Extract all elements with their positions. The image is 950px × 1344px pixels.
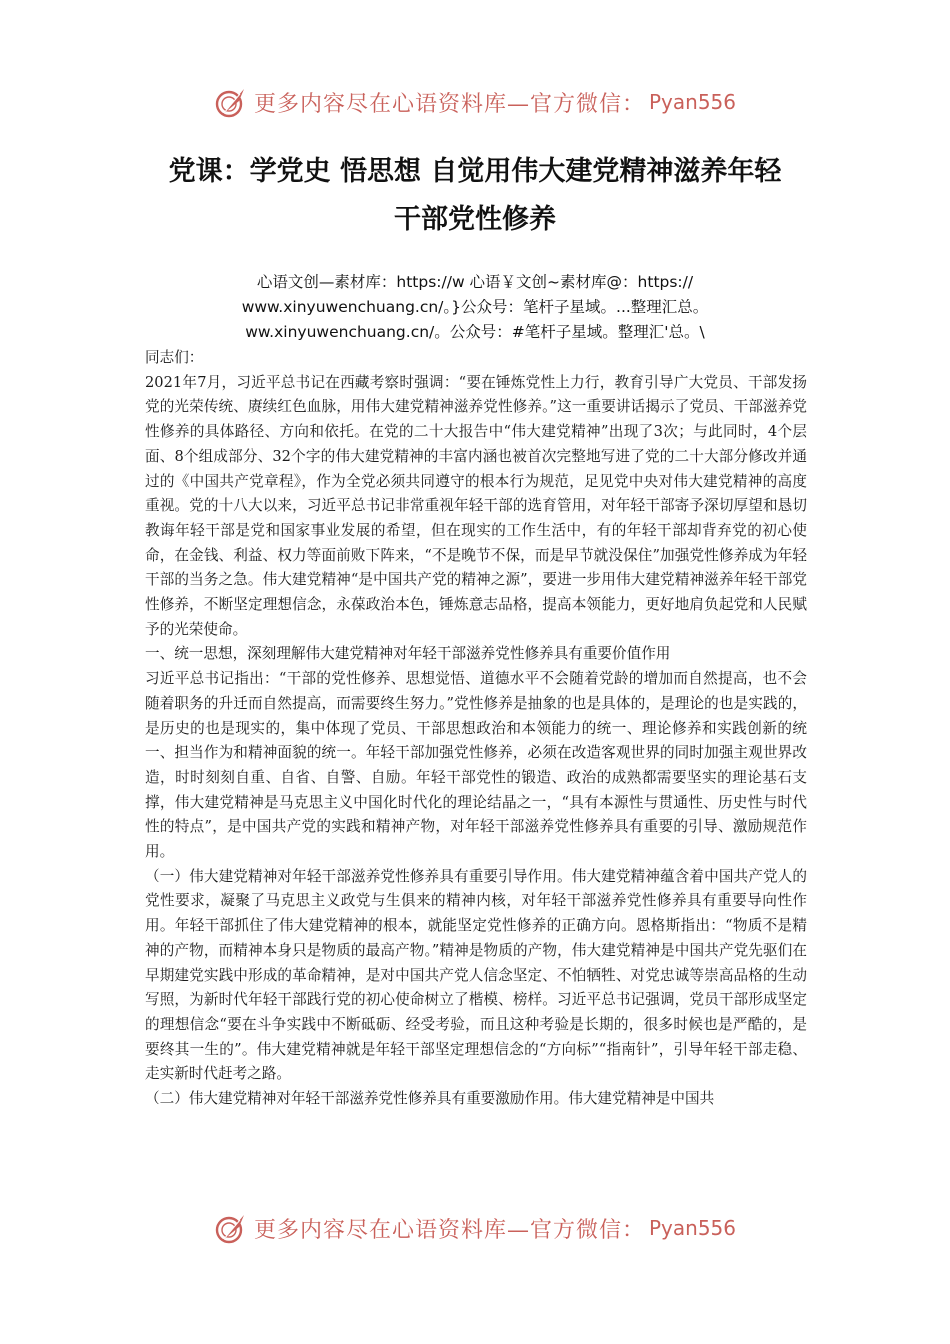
source-line-3: ww.xinyuwenchuang.cn/。公众号：#笔杆子星域。整理汇'总。\ — [245, 323, 705, 341]
salutation: 同志们： — [145, 349, 204, 366]
body-paragraph: 2021年7月，习近平总书记在西藏考察时强调：“要在锤炼党性上力行，教育引导广大党员、干部发扬党的光荣传统、赓续红色血脉，用伟大建党精神滋养党性修养。”这一重要讲话揭示了党员、干部滋养党性修养的具体路径、方向和依托。在党的二十大报告中“伟大建党精神”出现了3次；与此同时，4个层面、8个组成部分、32个字的伟大建党精神的丰富内涵也被首次完整地写进了党的二十大部分修改并通过的《中国共产党章程》，作为全党必须共同遵守的根本行为规范，足见党中央对伟大建党精神的高度重视。党的十八大以来，习近平总书记非常重视年轻干部的选育管用，对年轻干部寄予深切厚望和恳切教诲年轻干部是党和国家事业发展的希望，但在现实的工作生活中，有的年轻干部却背弃党的初心使命，在金钱、利益、权力等面前败下阵来，“不是晚节不保，而是早节就没保住”加强党性修养成为年轻干部的当务之急。伟大建党精神“是中国共产党的精神之源”，要进一步用伟大建党精神滋养年轻干部党性修养，不断坚定理想信念，永葆政治本色，锤炼意志品格，提高本领能力，更好地肩负起党和人民赋予的光荣使命。 — [145, 373, 807, 638]
watermark-wechat-id: Pyan556 — [649, 90, 737, 114]
source-info — [120, 270, 830, 345]
title-line-2: 干部党性修养 — [394, 204, 556, 235]
body-paragraph: （二）伟大建党精神对年轻干部滋养党性修养具有重要激励作用。伟大建党精神是中国共 — [145, 1090, 715, 1108]
document-body — [145, 346, 807, 1112]
section-heading: 一、统一思想，深刻理解伟大建党精神对年轻干部滋养党性修养具有重要价值作用 — [145, 645, 671, 663]
quill-pen-logo-icon — [214, 1211, 248, 1245]
title-line-1: 党课：学党史 悟思想 自觉用伟大建党精神滋养年轻 — [168, 156, 782, 187]
quill-pen-logo-icon — [214, 85, 248, 119]
document-title — [100, 148, 850, 244]
header-watermark-banner — [0, 80, 950, 124]
footer-watermark-banner — [0, 1206, 950, 1250]
source-line-1: 心语文创—素材库：https://w 心语￥文创~素材库@：https:// — [256, 273, 694, 291]
watermark-wechat-id: Pyan556 — [649, 1216, 737, 1240]
body-paragraph: 习近平总书记指出：“干部的党性修养、思想觉悟、道德水平不会随着党龄的增加而自然提高，也不会随着职务的升迁而自然提高，而需要终生努力。”党性修养是抽象的也是具体的，是理论的也是实践的，是历史的也是现实的，集中体现了党员、干部思想政治和本领能力的统一、理论修养和实践创新的统一、担当作为和精神面貌的统一。年轻干部加强党性修养，必须在改造客观世界的同时加强主观世界改造，时时刻刻自重、自省、自警、自励。年轻干部党性的锻造、政治的成熟都需要坚实的理论基石支撑，伟大建党精神是马克思主义中国化时代化的理论结晶之一，“具有本源性与贯通性、历史性与时代性的特点”，是中国共产党的实践和精神产物，对年轻干部滋养党性修养具有重要的引导、激励规范作用。 — [145, 670, 807, 861]
source-line-2: www.xinyuwenchuang.cn/。}公众号：笔杆子星域。...整理汇总。 — [241, 298, 709, 316]
watermark-text: 更多内容尽在心语资料库—官方微信： — [253, 91, 645, 117]
body-paragraph: （一）伟大建党精神对年轻干部滋养党性修养具有重要引导作用。伟大建党精神蕴含着中国共产党人的党性要求，凝聚了马克思主义政党与生俱来的精神内核，对年轻干部滋养党性修养具有重要导向性作用。年轻干部抓住了伟大建党精神的根本，就能坚定党性修养的正确方向。恩格斯指出：“物质不是精神的产物，而精神本身只是物质的最高产物。”精神是物质的产物，伟大建党精神是中国共产党先驱们在早期建党实践中形成的革命精神，是对中国共产党人信念坚定、不怕牺牲、对党忠诚等崇高品格的生动写照，为新时代年轻干部践行党的初心使命树立了楷模、榜样。习近平总书记强调，党员干部形成坚定的理想信念“要在斗争实践中不断砥砺、经受考验，而且这种考验是长期的，很多时候也是严酷的，是要终其一生的”。伟大建党精神就是年轻干部坚定理想信念的“方向标”“指南针”，引导年轻干部走稳、走实新时代赶考之路。 — [145, 867, 807, 1083]
watermark-text: 更多内容尽在心语资料库—官方微信： — [253, 1217, 645, 1243]
